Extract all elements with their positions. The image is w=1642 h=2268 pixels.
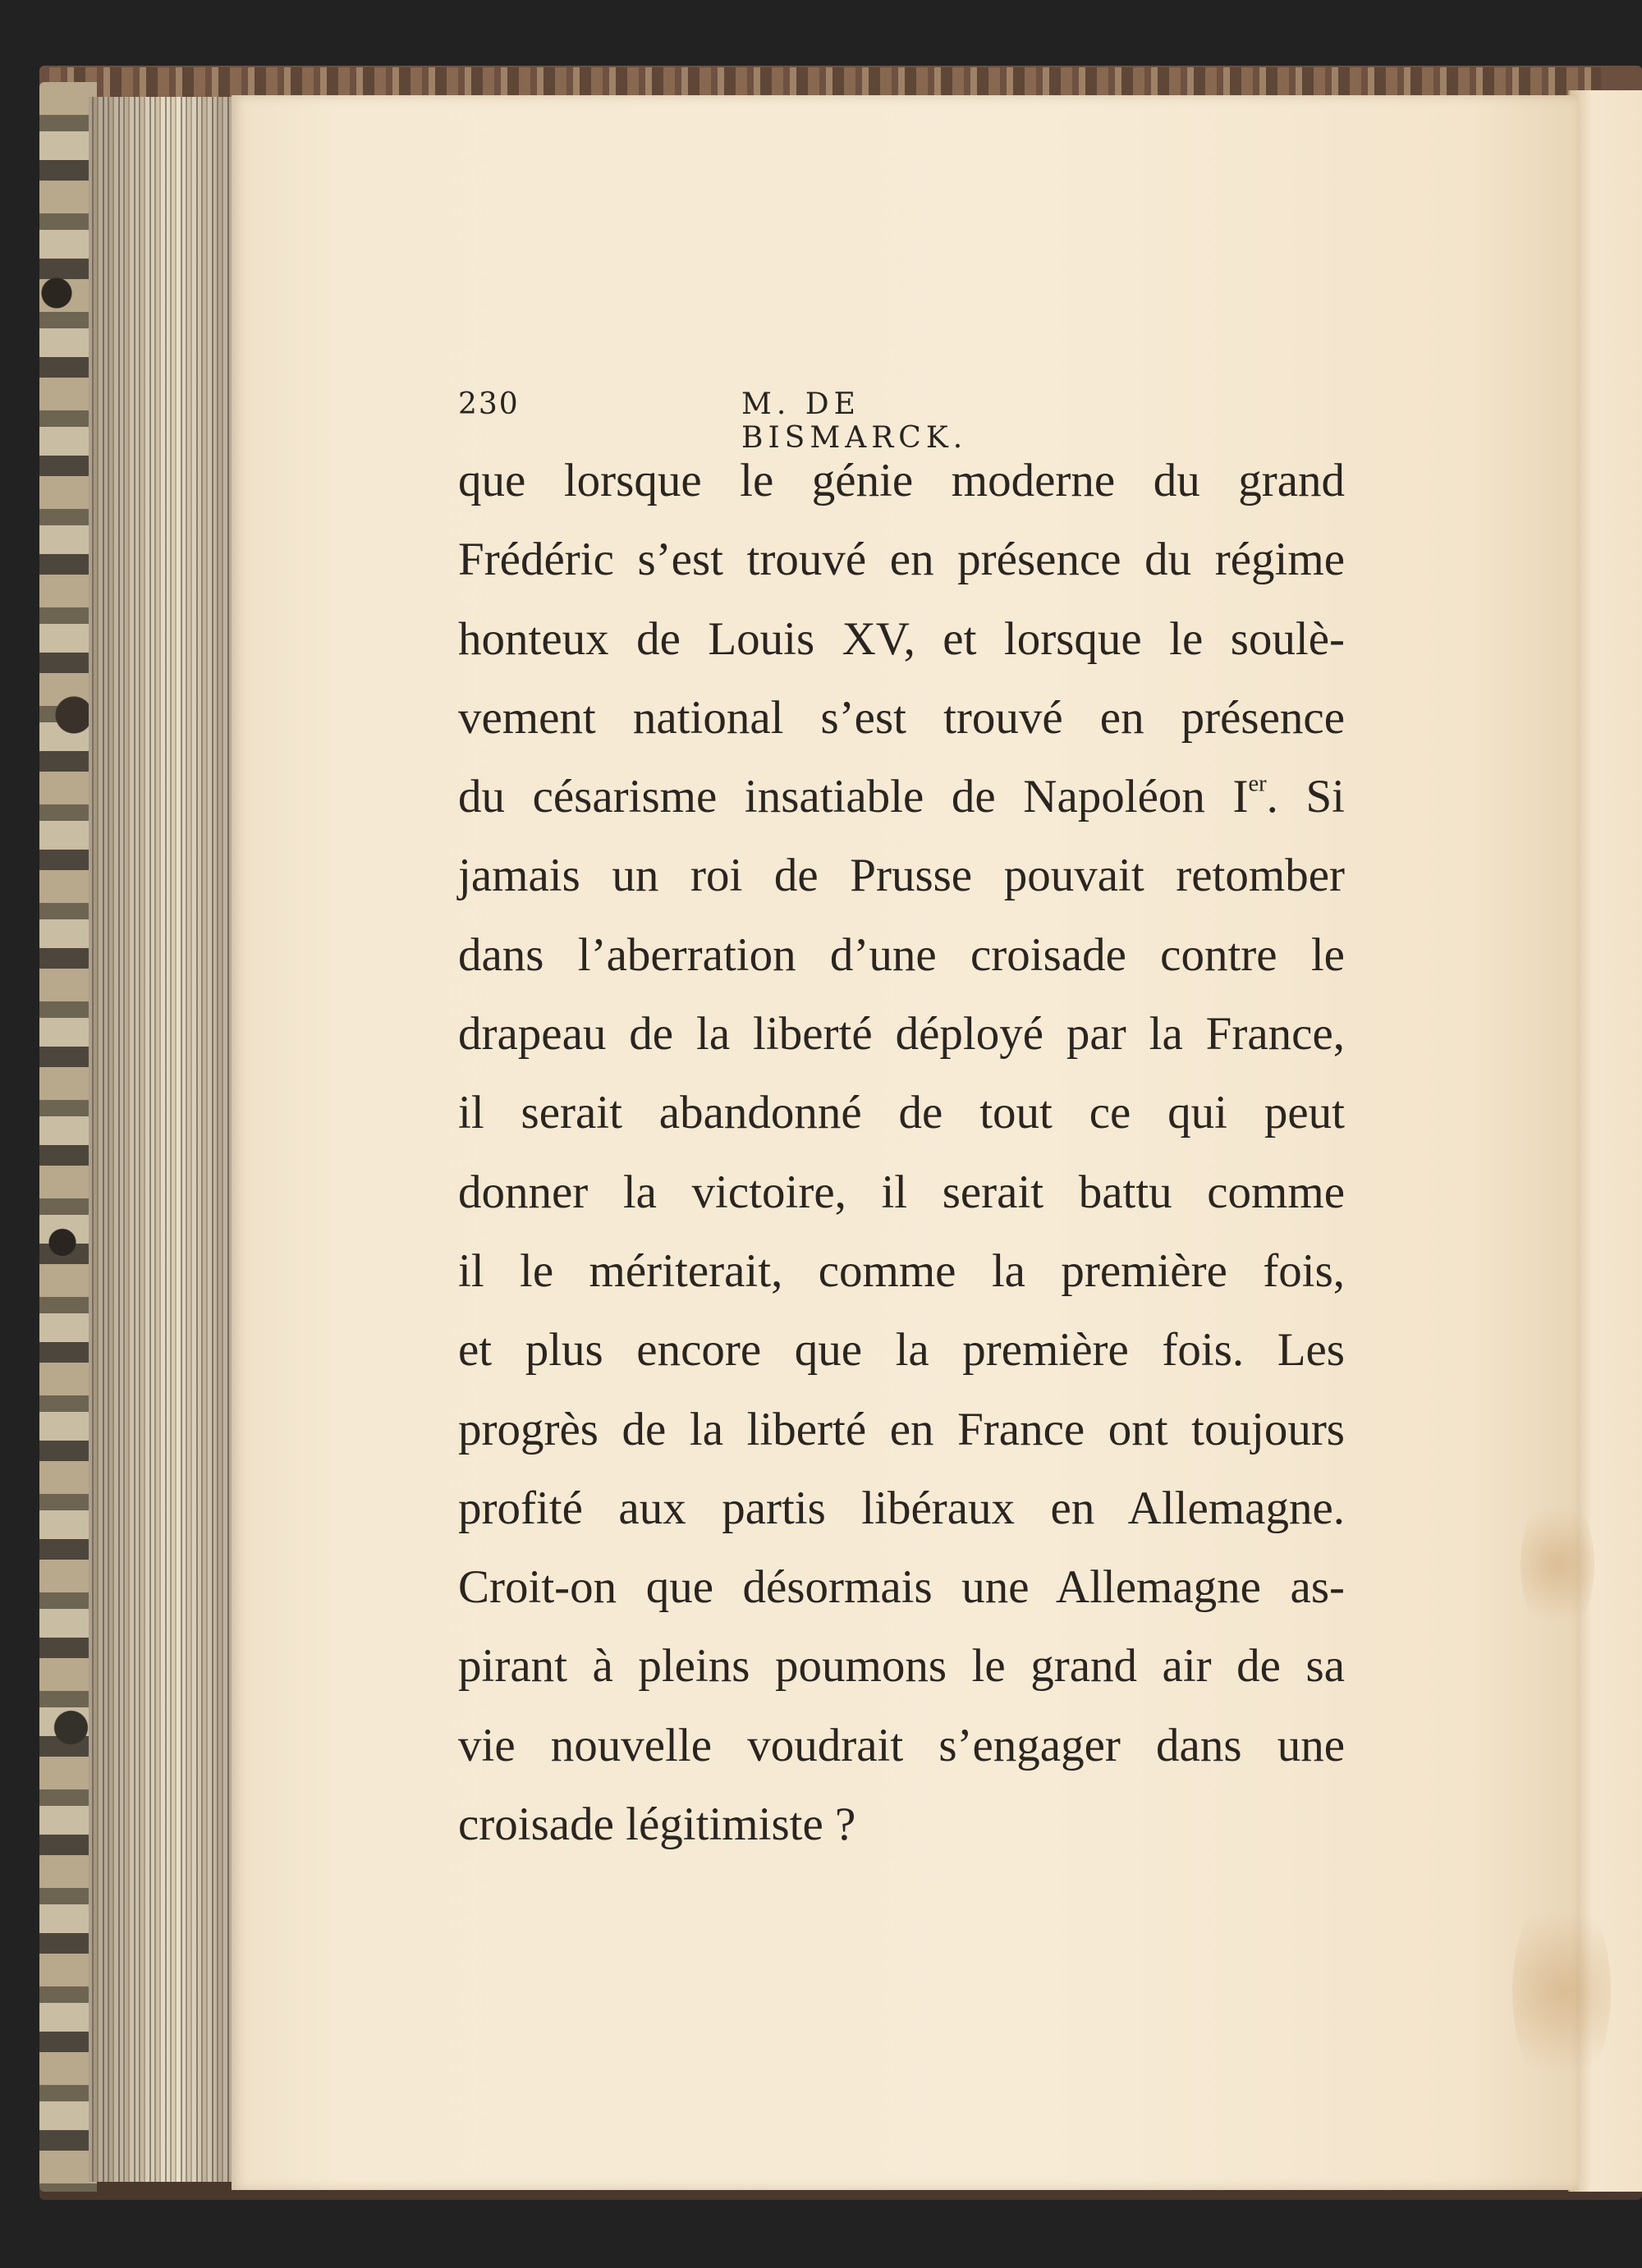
text-line: donner la victoire, il serait battu comme [458, 1166, 1345, 1218]
text-line: et plus encore que la première fois. Les [458, 1324, 1345, 1377]
foxing-stain [1520, 1491, 1594, 1638]
text-line: honteux de Louis XV, et lorsque le soulè- [458, 612, 1345, 665]
text-line: pirant à pleins poumons le grand air de sa [458, 1640, 1345, 1693]
text-line: croisade légitimiste ? [458, 1798, 856, 1851]
page-header [458, 387, 1066, 455]
text-line: progrès de la liberté en France ont toujours [458, 1403, 1345, 1455]
text-line: dans l’aberration d’une croisade contre le [458, 928, 1345, 981]
text-line: Frédéric s’est trouvé en présence du régime [458, 534, 1345, 586]
page-edges-shade [89, 97, 233, 2182]
text-line: vie nouvelle voudrait s’engager dans une [458, 1719, 1345, 1771]
text-line: jamais un roi de Prusse pouvait retomber [458, 850, 1345, 902]
text-line: que lorsque le génie moderne du grand [458, 455, 1345, 506]
text-line: vement national s’est trouvé en présence [458, 691, 1345, 744]
page-number: 230 [458, 387, 520, 421]
superscript: er [1248, 771, 1267, 797]
text-line [458, 758, 1345, 836]
text-line-tail: . Si [1266, 771, 1345, 823]
running-head: M. DE BISMARCK. [741, 387, 968, 455]
text-line: il serait abandonné de tout ce qui peut [458, 1087, 1345, 1139]
foxing-stain [1512, 1885, 1611, 2098]
text-line: profité aux partis libéraux en Allemagne. [458, 1482, 1345, 1534]
text-line: drapeau de la liberté déployé par la France, [458, 1008, 1345, 1061]
cover-top-edge [49, 67, 1601, 97]
body-text [458, 442, 1345, 1864]
text-line-main: du césarisme insatiable de Napoléon I [458, 771, 1249, 823]
text-line: il le mériterait, comme la première fois, [458, 1244, 1345, 1297]
facing-page-edge [1568, 90, 1642, 2192]
text-line: Croit-on que désormais une Allemagne as- [458, 1561, 1345, 1614]
